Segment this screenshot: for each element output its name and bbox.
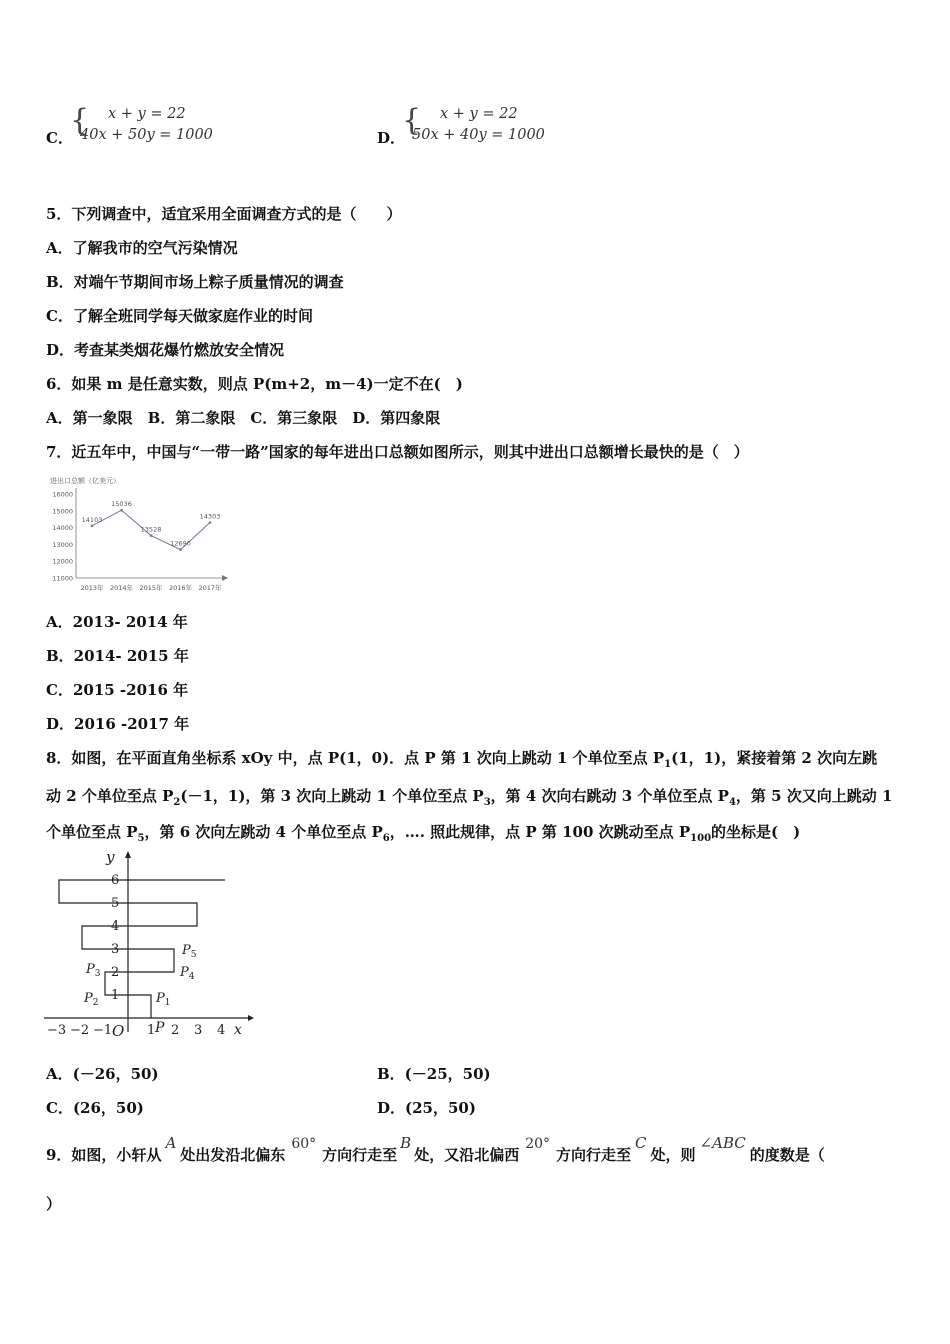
chart-data-label-2014年: 15036: [111, 500, 132, 509]
q7-option-d: D．2016 -2017 年: [46, 715, 190, 733]
q8-option-d: D．(25，50): [377, 1099, 476, 1117]
chart-point-2013年: [91, 525, 94, 528]
x-axis-arrow: [248, 1015, 254, 1021]
point-p5-label: $P_5$: [182, 943, 197, 960]
q5-stem: 5．下列调查中，适宜采用全面调查方式的是（ ）: [46, 205, 402, 223]
chart-x-tick-2013年: 2013年: [80, 584, 104, 592]
q4-option-c-eq1: x + y = 22: [108, 106, 186, 122]
y-tick-6: 6: [111, 873, 120, 888]
y-tick-3: 3: [111, 942, 120, 957]
q8-line-2b: (－1，1)，第 3 次向上跳动 1 个单位至点 P: [180, 787, 484, 805]
q4-option-d-brace: {: [402, 103, 422, 138]
q8-line-2d: ，第 5 次又向上跳动 1: [735, 787, 893, 805]
point-p1-label: $P_1$: [156, 991, 171, 1008]
x-axis-label: x: [234, 1022, 242, 1038]
point-p2-label: $P_2$: [84, 991, 99, 1008]
x-tick-2: 2: [171, 1023, 180, 1038]
q9-angle-abc: ∠ABC: [699, 1134, 746, 1152]
q9-part-3: 方向行走至: [322, 1146, 398, 1164]
chart-data-label-2016年: 12690: [170, 539, 191, 548]
q4-option-d-eq2: 50x + 40y = 1000: [412, 127, 545, 143]
origin-label: O: [112, 1022, 125, 1040]
q8-sub-6: 6: [382, 833, 390, 844]
q6-stem: 6．如果 m 是任意实数，则点 P(m+2，m－4)一定不在( ): [46, 375, 463, 393]
chart-y-tick-14000: 14000: [52, 524, 73, 533]
q5-option-b: B．对端午节期间市场上粽子质量情况的调查: [46, 273, 344, 291]
q7-option-a: A．2013- 2014 年: [46, 613, 188, 631]
q8-sub-4: 4: [728, 797, 736, 808]
q8-line-1a: 8．如图，在平面直角坐标系 xOy 中，点 P(1，0)．点 P 第 1 次向上跳动 1 个单位至点 P: [46, 749, 665, 767]
q9-part-4: 处，又沿北偏西: [414, 1146, 520, 1164]
q8-line-3a: 个单位至点 P: [46, 823, 138, 841]
chart-x-tick-2015年: 2015年: [139, 584, 163, 592]
chart-point-2017年: [209, 521, 212, 524]
q9-part-2: 处出发沿北偏东: [180, 1146, 286, 1164]
q8-line-3b: ，第 6 次向左跳动 4 个单位至点 P: [144, 823, 383, 841]
x-tick-4: 4: [217, 1023, 226, 1038]
chart-x-axis-arrow: [222, 575, 228, 581]
q9-angle-60: 60°: [291, 1136, 317, 1152]
chart-data-label-2013年: 14103: [81, 515, 103, 524]
chart-point-2016年: [179, 548, 182, 551]
q4-option-d-label: D．: [377, 129, 406, 147]
y-tick-1: 1: [111, 988, 120, 1003]
chart-title: 进出口总额（亿美元）: [50, 477, 120, 485]
chart-data-label-2017年: 14303: [199, 512, 221, 521]
chart-y-tick-16000: 16000: [52, 490, 73, 499]
y-axis-arrow: [125, 851, 131, 858]
q6-options: A．第一象限 B．第二象限 C．第三象限 D．第四象限: [46, 409, 441, 427]
q8-line-1: [46, 748, 877, 775]
chart-x-tick-2017年: 2017年: [198, 584, 222, 592]
y-tick-5: 5: [111, 896, 120, 911]
q7-option-b: B．2014- 2015 年: [46, 647, 189, 665]
q7-option-c: C．2015 -2016 年: [46, 681, 189, 699]
x-tick-neg2: −2: [70, 1023, 90, 1038]
q7-line-chart: [46, 474, 232, 596]
q8-coordinate-figure: [44, 846, 254, 1042]
q9-line-1: [46, 1134, 825, 1166]
q4-option-d-eq1: x + y = 22: [440, 106, 518, 122]
chart-point-2014年: [120, 509, 123, 512]
q4-option-c-brace: {: [70, 103, 90, 138]
q8-line-2c: ，第 4 次向右跳动 3 个单位至点 P: [490, 787, 729, 805]
q8-sub-3: 3: [483, 797, 491, 808]
q8-line-2: [46, 786, 892, 813]
point-p-label: P: [155, 1020, 165, 1036]
chart-y-tick-15000: 15000: [52, 507, 73, 516]
q9-angle-20: 20°: [525, 1136, 551, 1152]
x-tick-neg3: −3: [47, 1023, 67, 1038]
q8-line-2a: 动 2 个单位至点 P: [46, 787, 174, 805]
chart-y-tick-13000: 13000: [52, 540, 73, 549]
q8-line-3d: 的坐标是( ): [711, 823, 801, 841]
q8-sub-100: 100: [690, 833, 712, 844]
chart-y-tick-12000: 12000: [52, 557, 73, 566]
q8-line-3c: ，…. 照此规律，点 P 第 100 次跳动至点 P: [389, 823, 691, 841]
q5-option-c: C．了解全班同学每天做家庭作业的时间: [46, 307, 313, 325]
x-tick-1: 1: [147, 1023, 156, 1038]
q7-stem: 7．近五年中，中国与“一带一路”国家的每年进出口总额如图所示，则其中进出口总额增长最快的是（ ）: [46, 443, 749, 461]
q8-option-c: C．(26，50): [46, 1099, 144, 1117]
q4-option-c-label: C．: [46, 129, 73, 147]
q8-line-3: [46, 822, 800, 849]
q8-sub-2: 2: [173, 797, 181, 808]
chart-data-label-2015年: 13528: [140, 525, 162, 534]
q8-option-b: B．(－25，50): [377, 1065, 491, 1083]
q5-option-d: D．考查某类烟花爆竹燃放安全情况: [46, 341, 285, 359]
q8-sub-1: 1: [664, 759, 672, 770]
q4-option-c-eq2: 40x + 50y = 1000: [80, 127, 213, 143]
y-tick-4: 4: [111, 919, 120, 934]
q9-part-5: 方向行走至: [556, 1146, 632, 1164]
q8-sub-5: 5: [137, 833, 145, 844]
point-p3-label: $P_3$: [86, 962, 101, 979]
q9-part-7: 的度数是（: [749, 1146, 825, 1164]
q5-option-a: A．了解我市的空气污染情况: [46, 239, 238, 257]
x-tick-neg1: −1: [93, 1023, 113, 1038]
chart-x-tick-2016年: 2016年: [168, 584, 193, 592]
q9-point-a: A: [165, 1134, 177, 1152]
q9-part-6: 处，则: [650, 1146, 696, 1164]
q8-line-1b: (1，1)，紧接着第 2 次向左跳: [671, 749, 878, 767]
q9-point-b: B: [400, 1134, 412, 1152]
y-tick-2: 2: [111, 965, 120, 980]
q9-part-1: 9．如图，小轩从: [46, 1146, 162, 1164]
chart-point-2015年: [150, 534, 153, 537]
x-tick-3: 3: [194, 1023, 203, 1038]
q9-line-2: ）: [46, 1195, 62, 1213]
chart-y-tick-11000: 11000: [52, 574, 73, 583]
q8-option-a: A．(－26，50): [46, 1065, 159, 1083]
chart-x-tick-2014年: 2014年: [109, 584, 134, 592]
q9-point-c: C: [635, 1134, 647, 1152]
point-p4-label: $P_4$: [180, 965, 195, 982]
y-axis-label: y: [106, 848, 115, 866]
